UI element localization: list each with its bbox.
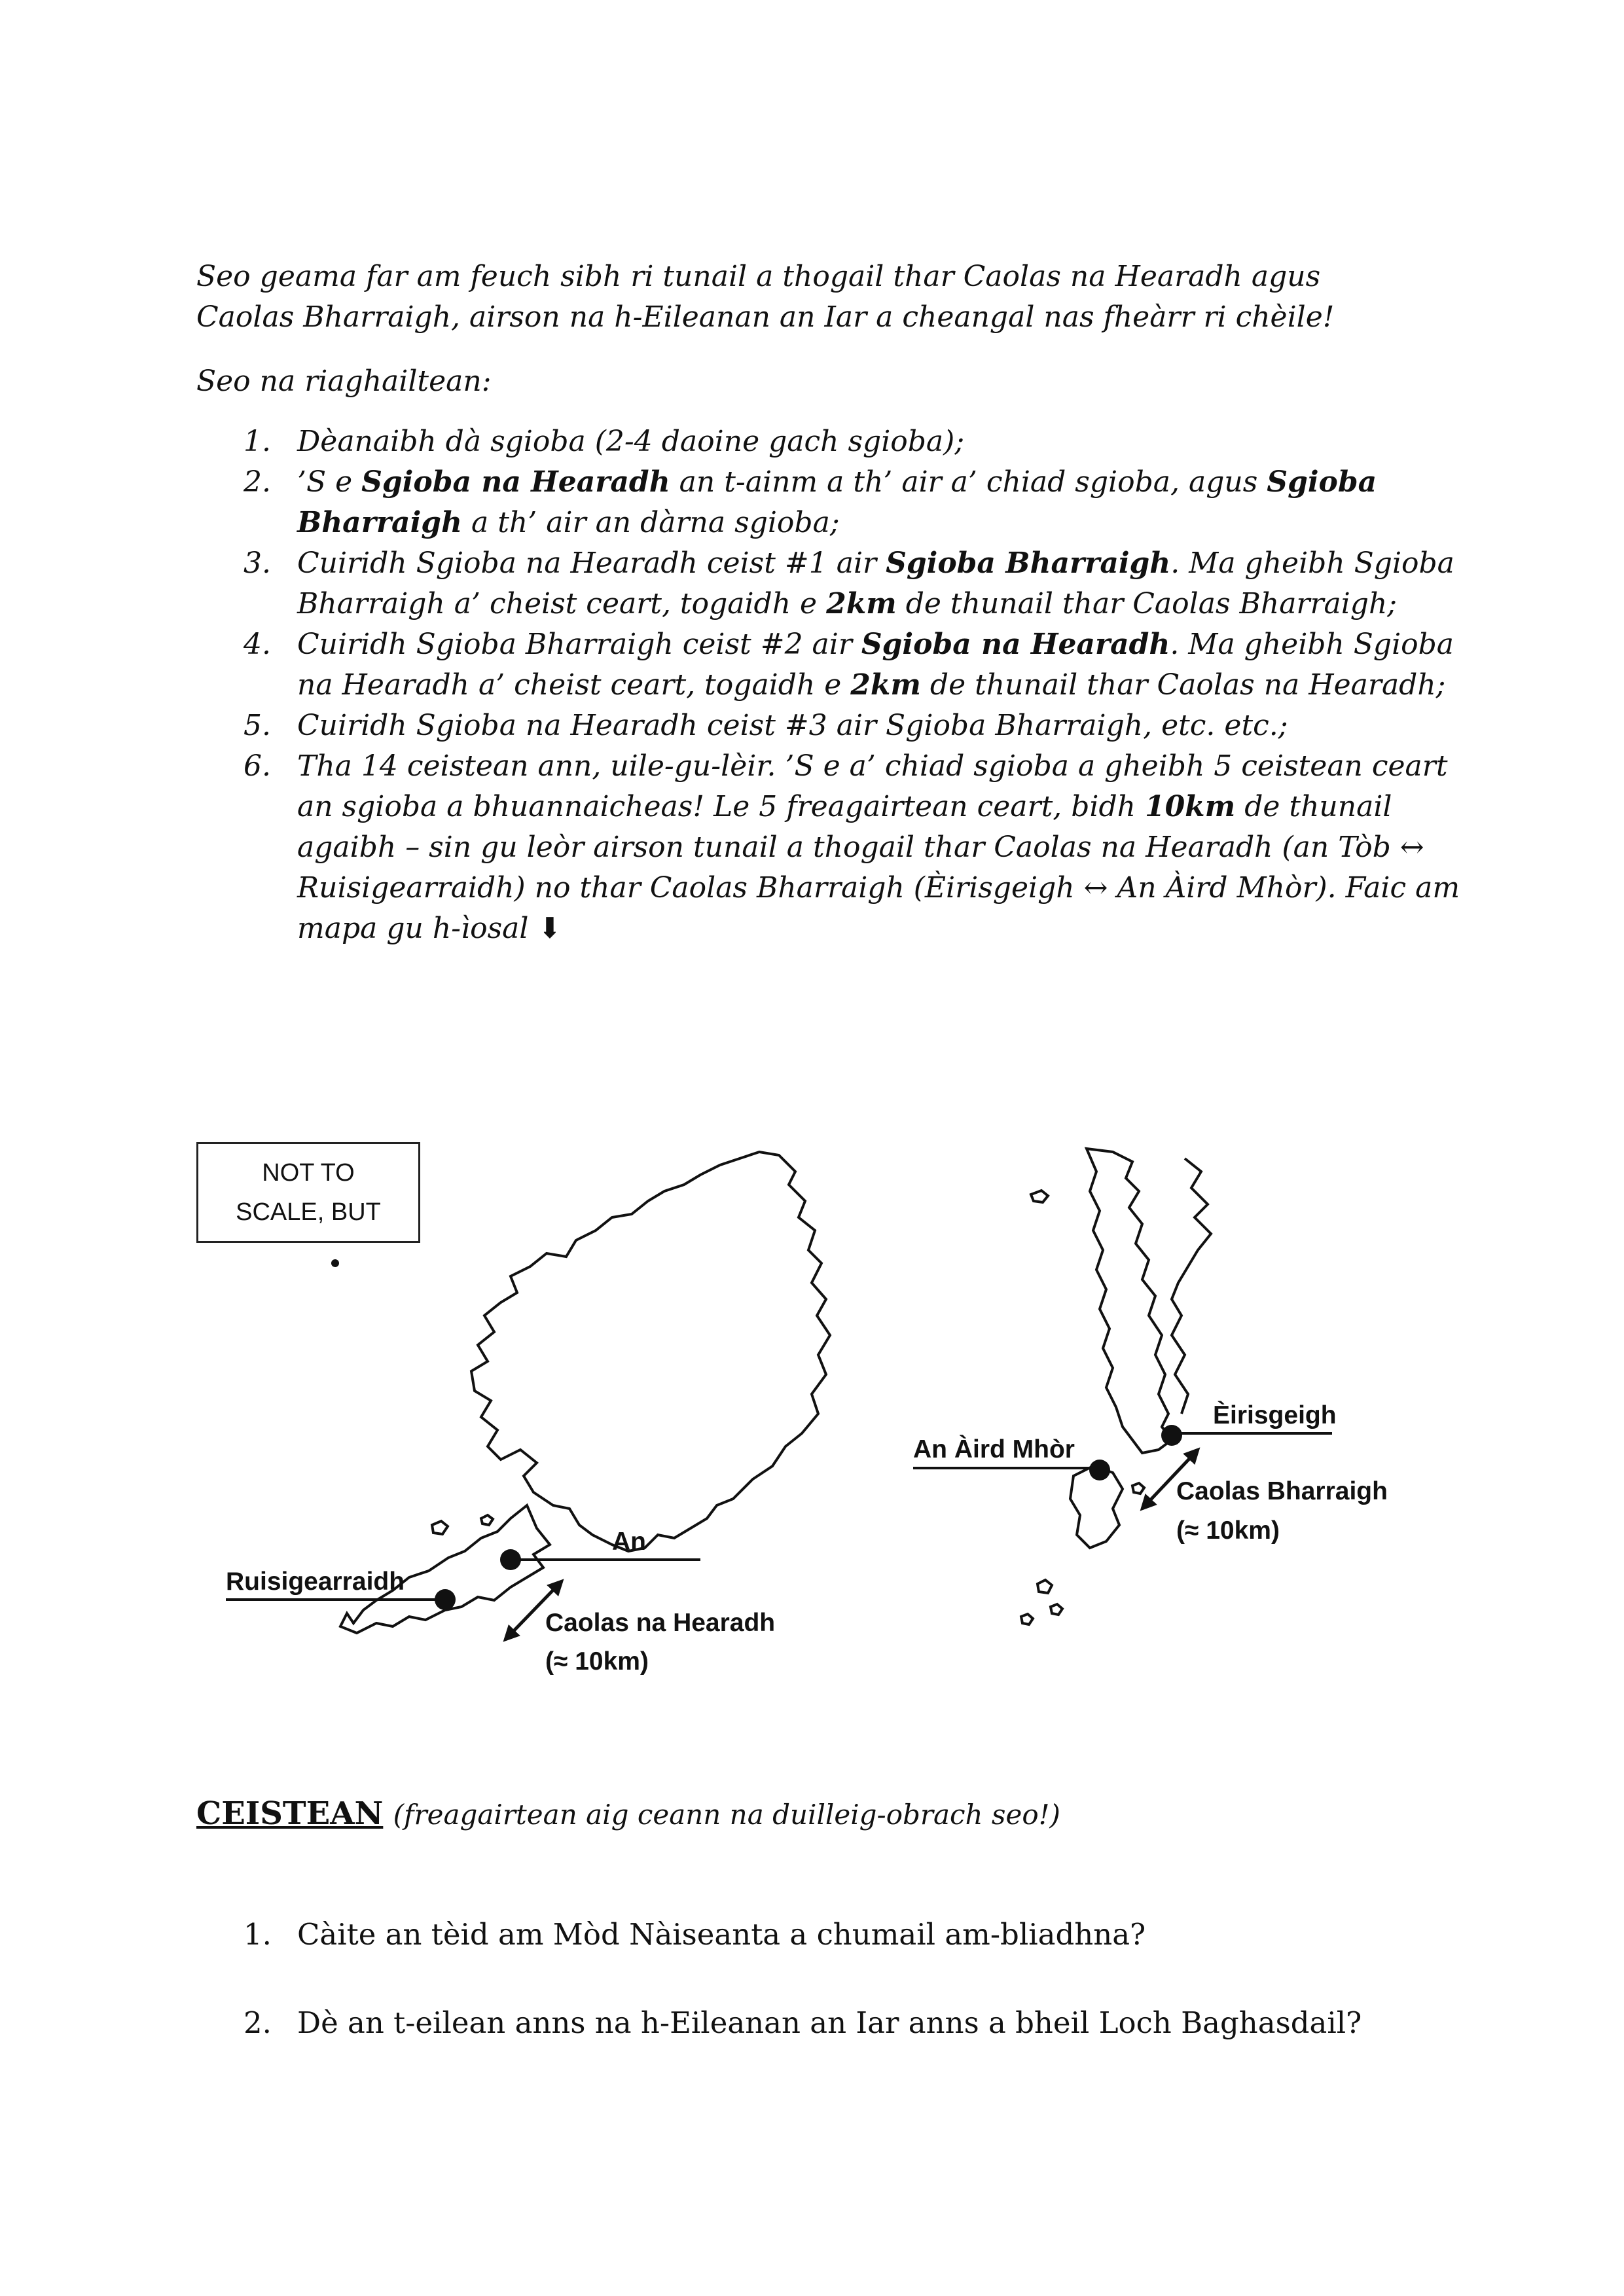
- rule-bold-text: Sgioba na Hearadh: [861, 628, 1170, 661]
- scale-note-line-2: SCALE, BUT: [236, 1198, 381, 1226]
- questions-title: CEISTEAN: [196, 1795, 384, 1832]
- rule-text: . Ma gheibh Sgioba na Hearadh a’ cheist ceart, togaidh e: [297, 628, 1454, 702]
- label-caolas-na-hearadh-distance: (≈ 10km): [545, 1647, 649, 1676]
- rule-text: Cuiridh Sgioba na Hearadh ceist #3 air Sgioba Bharraigh, etc. etc.;: [297, 709, 1288, 742]
- question-number: 2.: [244, 2005, 272, 2040]
- rule-number: 4.: [244, 628, 271, 661]
- rules-list: [196, 422, 1466, 949]
- questions-list: [196, 1914, 1466, 2091]
- map-islet: [1021, 1614, 1033, 1624]
- an-aird-mhor-marker: [1089, 1460, 1110, 1480]
- questions-subtitle: (freagairtean aig ceann na duilleig-obrach seo!): [393, 1799, 1060, 1831]
- uist-east-coast: [1172, 1158, 1211, 1414]
- rule-item: [196, 746, 1466, 949]
- rule-bold-text: Sgioba Bharraigh: [886, 547, 1171, 580]
- lewis-harris-outline: [471, 1152, 830, 1551]
- question-item: [196, 1914, 1466, 2003]
- ruisigearraidh-marker: [435, 1589, 456, 1610]
- scale-note-box: [196, 1142, 420, 1243]
- label-eirisgeigh: Èirisgeigh: [1213, 1401, 1337, 1429]
- intro-line-2: Caolas Bharraigh, airson na h-Eileanan an Iar a cheangal nas fheàrr ri chèile!: [196, 300, 1335, 334]
- label-ruisigearraidh: Ruisigearraidh: [226, 1568, 405, 1596]
- map-islet: [331, 1259, 339, 1267]
- rule-text: ’S e: [297, 465, 362, 499]
- rule-item: [196, 422, 1466, 462]
- an-tob-marker: [500, 1549, 521, 1570]
- label-caolas-bharraigh: Caolas Bharraigh: [1176, 1477, 1388, 1505]
- rule-bold-text: 2km: [826, 587, 897, 620]
- question-number: 1.: [244, 1917, 272, 1952]
- rule-bold-text: 2km: [850, 668, 921, 702]
- rule-text: Cuiridh Sgioba Bharraigh ceist #2 air: [297, 628, 861, 661]
- map-islet: [481, 1515, 493, 1525]
- rule-number: 1.: [244, 425, 271, 458]
- rule-item: [196, 624, 1466, 706]
- rule-text: Cuiridh Sgioba na Hearadh ceist #1 air: [297, 547, 886, 580]
- rule-bold-text: Sgioba Bharraigh: [297, 465, 1377, 539]
- question-item: [196, 2003, 1466, 2091]
- map-islet: [432, 1521, 448, 1534]
- intro-paragraph: [196, 257, 1453, 338]
- map-islet: [1132, 1483, 1144, 1494]
- rule-text: a th’ air an dàrna sgioba;: [462, 506, 840, 539]
- rule-number: 2.: [244, 465, 271, 499]
- rules-heading: Seo na riaghailtean:: [196, 365, 492, 398]
- rule-text: de thunail agaibh – sin gu leòr airson tunail a thogail thar Caolas na Hearadh (an Tòb ↔ Ruisigearraidh) no thar Caolas Bharraigh (Èirisgeigh ↔ An Àird Mhòr). Faic am mapa gu h-ìosal ⬇: [297, 790, 1460, 945]
- map-islet: [1031, 1191, 1048, 1202]
- uist-outline: [1087, 1149, 1172, 1453]
- label-an-aird-mhor: An Àird Mhòr: [913, 1435, 1075, 1463]
- rule-item: [196, 706, 1466, 746]
- questions-heading: [196, 1793, 1060, 1835]
- rule-text: Dèanaibh dà sgioba (2-4 daoine gach sgioba);: [297, 425, 965, 458]
- scale-note-line-1: NOT TO: [262, 1159, 355, 1187]
- rule-text: Tha 14 ceistean ann, uile-gu-lèir. ’S e a’ chiad sgioba a gheibh 5 ceistean ceart an sgioba a bhuannaicheas! Le 5 freagairtean ceart, bidh: [297, 749, 1448, 823]
- question-text: Càite an tèid am Mòd Nàiseanta a chumail am-bliadhna?: [297, 1917, 1146, 1952]
- intro-line-1: Seo geama far am feuch sibh ri tunail a thogail thar Caolas na Hearadh agus: [196, 260, 1321, 293]
- rule-number: 5.: [244, 709, 271, 742]
- rule-bold-text: Sgioba na Hearadh: [361, 465, 670, 499]
- rule-text: an t-ainm a th’ air a’ chiad sgioba, agus: [670, 465, 1267, 499]
- rule-number: 3.: [244, 547, 271, 580]
- rule-text: de thunail thar Caolas na Hearadh;: [920, 668, 1446, 702]
- rule-text: . Ma gheibh Sgioba Bharraigh a’ cheist ceart, togaidh e: [297, 547, 1454, 620]
- rule-item: [196, 543, 1466, 624]
- rule-item: [196, 462, 1466, 543]
- label-caolas-na-hearadh: Caolas na Hearadh: [545, 1609, 776, 1637]
- label-an: An: [612, 1528, 646, 1556]
- label-caolas-bharraigh-distance: (≈ 10km): [1176, 1516, 1280, 1545]
- rule-number: 6.: [244, 749, 271, 783]
- map-islet: [1038, 1580, 1052, 1593]
- question-text: Dè an t-eilean anns na h-Eileanan an Iar anns a bheil Loch Baghasdail?: [297, 2005, 1362, 2040]
- eirisgeigh-marker: [1161, 1425, 1182, 1446]
- map-islet: [1051, 1604, 1062, 1615]
- rule-text: de thunail thar Caolas Bharraigh;: [896, 587, 1398, 620]
- rule-bold-text: 10km: [1144, 790, 1236, 823]
